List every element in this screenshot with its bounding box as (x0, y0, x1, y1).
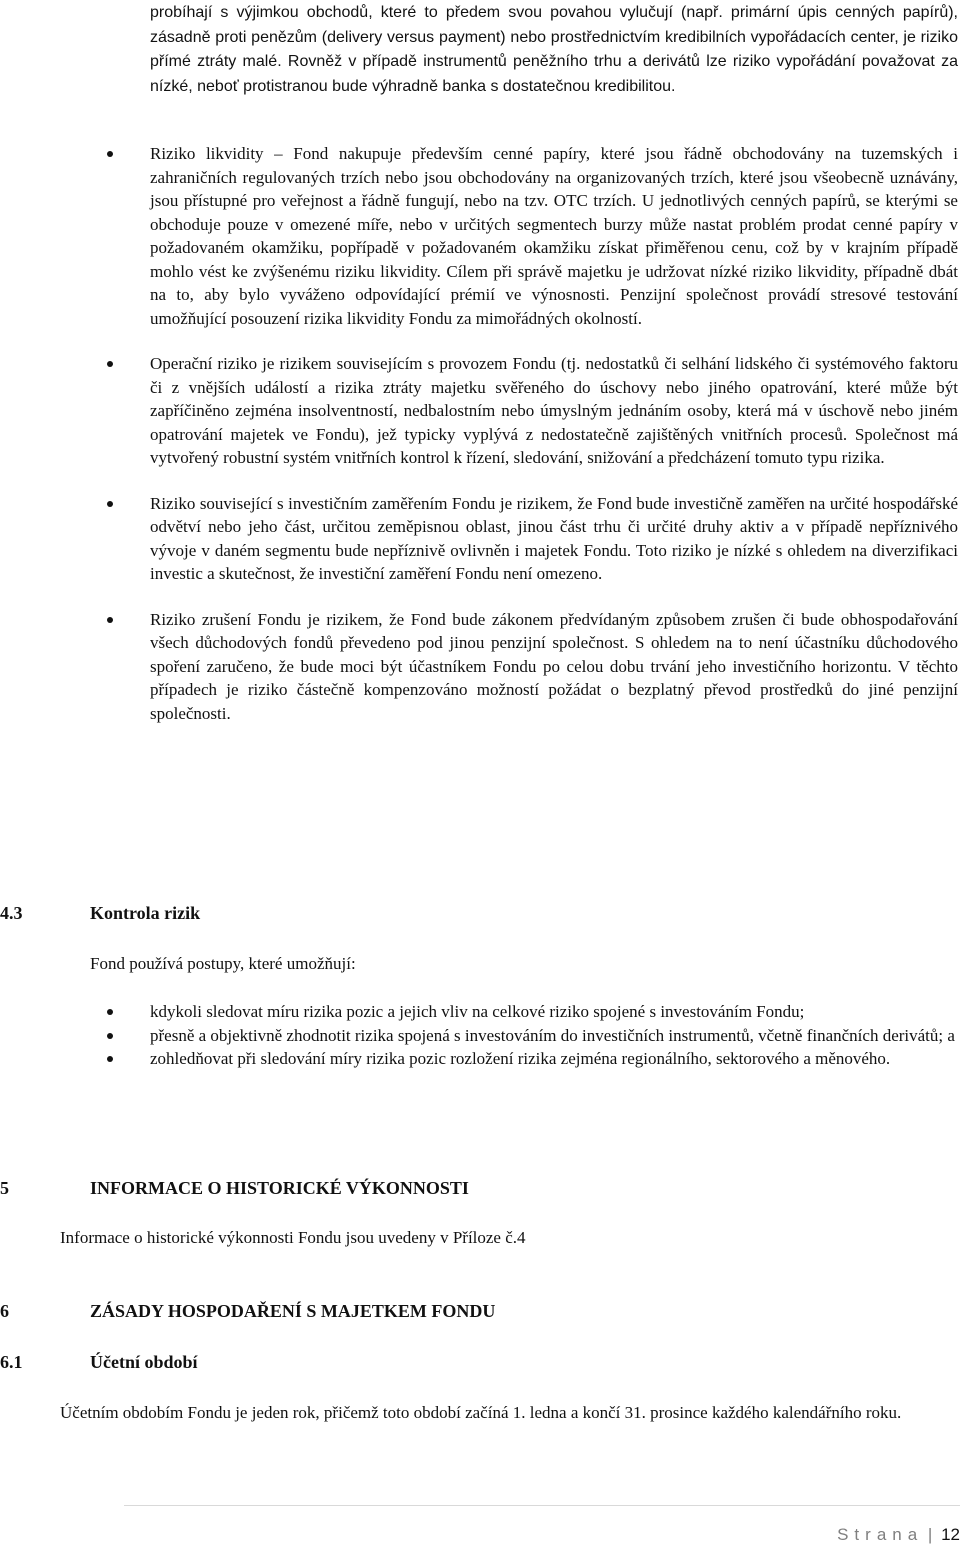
intro-text-sans: probíhají s výjimkou obchodů, které to předem svou povahou vylučují (např. primární úpis cenných papírů), zásadně proti penězům (delivery versus payment) nebo prostřednictvím kredibilních vypořádacích center, je riziko přímé ztráty malé. (150, 4, 958, 70)
risk-item-investment-focus (150, 492, 958, 586)
risk-text: Operační riziko je rizikem souvisejícím s provozem Fondu (tj. nedostatků či selhání lidského či systémového faktoru či z vnějších událostí a rizika ztráty majetku svěřeného do úschovy nebo jiného opatrování, které může být zapříčiněno zejména insolventností, nedbalostním nebo úmyslným jednáním osoby, která má v úschově nebo jiném opatrování majetek ve Fondu), jež typicky vyplývá z nedostatečně zajištěných vnitřních procesů. Společnost má vytvořený robustní systém vnitřních kontrol k řízení, sledování, snižování a předcházení tomuto typu rizika. (150, 354, 958, 467)
section-6-1-text: Účetním obdobím Fondu je jeden rok, přičemž toto období začíná 1. ledna a končí 31. prosince každého kalendářního roku. (60, 1403, 902, 1422)
risk-text: Riziko související s investičním zaměřením Fondu je rizikem, že Fond bude investičně zaměřen na určité hospodářské odvětví nebo jeho část, určitou zeměpisnou oblast, jinou část trhu či určité druhy aktiv a v případě nepříznivého vývoje v daném segmentu bude nepříznivě ovlivněn i majetek Fondu. Toto riziko je nízké s ohledem na diverzifikaci investic a skutečnost, že investiční zaměření Fondu není omezeno. (150, 493, 958, 583)
bullet-icon (107, 617, 113, 623)
bullet-icon (107, 1009, 113, 1015)
section-4-3-number: 4.3 (0, 903, 23, 923)
section-5-number: 5 (0, 1178, 9, 1198)
bullet-icon (107, 501, 113, 507)
risk-list (150, 142, 958, 747)
section-6-title: ZÁSADY HOSPODAŘENÍ S MAJETKEM FONDU (90, 1301, 496, 1321)
risk-text: Riziko zrušení Fondu je rizikem, že Fond bude zákonem předvídaným způsobem zrušen či bude obhospodařování všech důchodových fondů převedeno pod jinou penzijní společnost. S ohledem na to není účastníku důchodového spoření zaručeno, že bude moci být účastníkem Fondu po celou dobu trvání jeho investičního horizontu. V těchto případech je riziko částečně kompenzováno možností požádat o bezplatný převod prostředků do jiné penzijní společnosti. (150, 609, 958, 723)
control-item-text: kdykoli sledovat míru rizika pozic a jejich vliv na celkové riziko spojené s investováním Fondu; (150, 1002, 805, 1021)
page-footer (837, 1523, 960, 1547)
control-item-text: přesně a objektivně zhodnotit rizika spojená s investováním do investičních instrumentů, včetně finančních derivátů; a (150, 1025, 955, 1045)
section-5-title: INFORMACE O HISTORICKÉ VÝKONNOSTI (90, 1178, 469, 1198)
control-item (150, 1024, 958, 1048)
control-item (150, 1047, 958, 1071)
risk-text-2: U jednotlivých cenných papírů, se kterými se obchoduje pouze v omezené míře, nebo v určitých segmentech burzy může nastat problém prodat cenné papíry v požadovaném okamžiku, popřípadě v požadovaném okamžiku získat přiměřenou cenu, což by v krajním případě mohlo vést ke zvýšenému riziku likvidity. Cílem při správě majetku je udržovat nízké riziko likvidity, případně dbát na to, aby bylo vyváženo odpovídající prémií ve výnosnosti. Penzijní společnost provádí stresové testování umožňující posouzení rizika likvidity Fondu za mimořádných okolností. (150, 191, 958, 328)
section-4-3-intro: Fond používá postupy, které umožňují: (90, 954, 356, 973)
section-6-1-number: 6.1 (0, 1352, 23, 1372)
footer-divider (124, 1505, 960, 1506)
intro-text-sans-2: Rovněž v případě instrumentů peněžního trhu a derivátů lze riziko vypořádání považovat za nízké, neboť protistranou bude výhradně banka s dostatečnou kredibilitou. (150, 53, 959, 95)
bullet-icon (107, 1056, 113, 1062)
risk-text: Riziko likvidity – Fond nakupuje především cenné papíry, které jsou řádně obchodovány na tuzemských i zahraničních regulovaných trzích nebo jsou obchodovány na organizovaných trzích, které jsou všeobecně uznávány, jsou přístupné pro veřejnost a řádně fungují, nebo na tzv. OTC trzích. (150, 144, 958, 210)
bullet-icon (107, 1033, 113, 1039)
footer-page-number: 12 (941, 1525, 960, 1544)
risk-item-operational (150, 352, 958, 470)
footer-page-label: Strana (837, 1525, 924, 1544)
footer-separator: | (927, 1525, 933, 1544)
control-item (150, 1000, 958, 1024)
section-4-3-title: Kontrola rizik (90, 903, 201, 923)
risk-item-liquidity (150, 142, 958, 330)
section-5-text: Informace o historické výkonnosti Fondu jsou uvedeny v Příloze č.4 (60, 1228, 526, 1247)
section-6-number: 6 (0, 1301, 9, 1321)
bullet-icon (107, 361, 113, 367)
intro-paragraph (150, 0, 958, 98)
bullet-icon (107, 151, 113, 157)
control-item-text: zohledňovat při sledování míry rizika pozic rozložení rizika zejména regionálního, sektorového a měnového. (150, 1049, 891, 1068)
control-list (150, 1000, 958, 1071)
section-6-1-title: Účetní období (90, 1352, 198, 1372)
risk-item-fund-dissolution (150, 608, 958, 726)
